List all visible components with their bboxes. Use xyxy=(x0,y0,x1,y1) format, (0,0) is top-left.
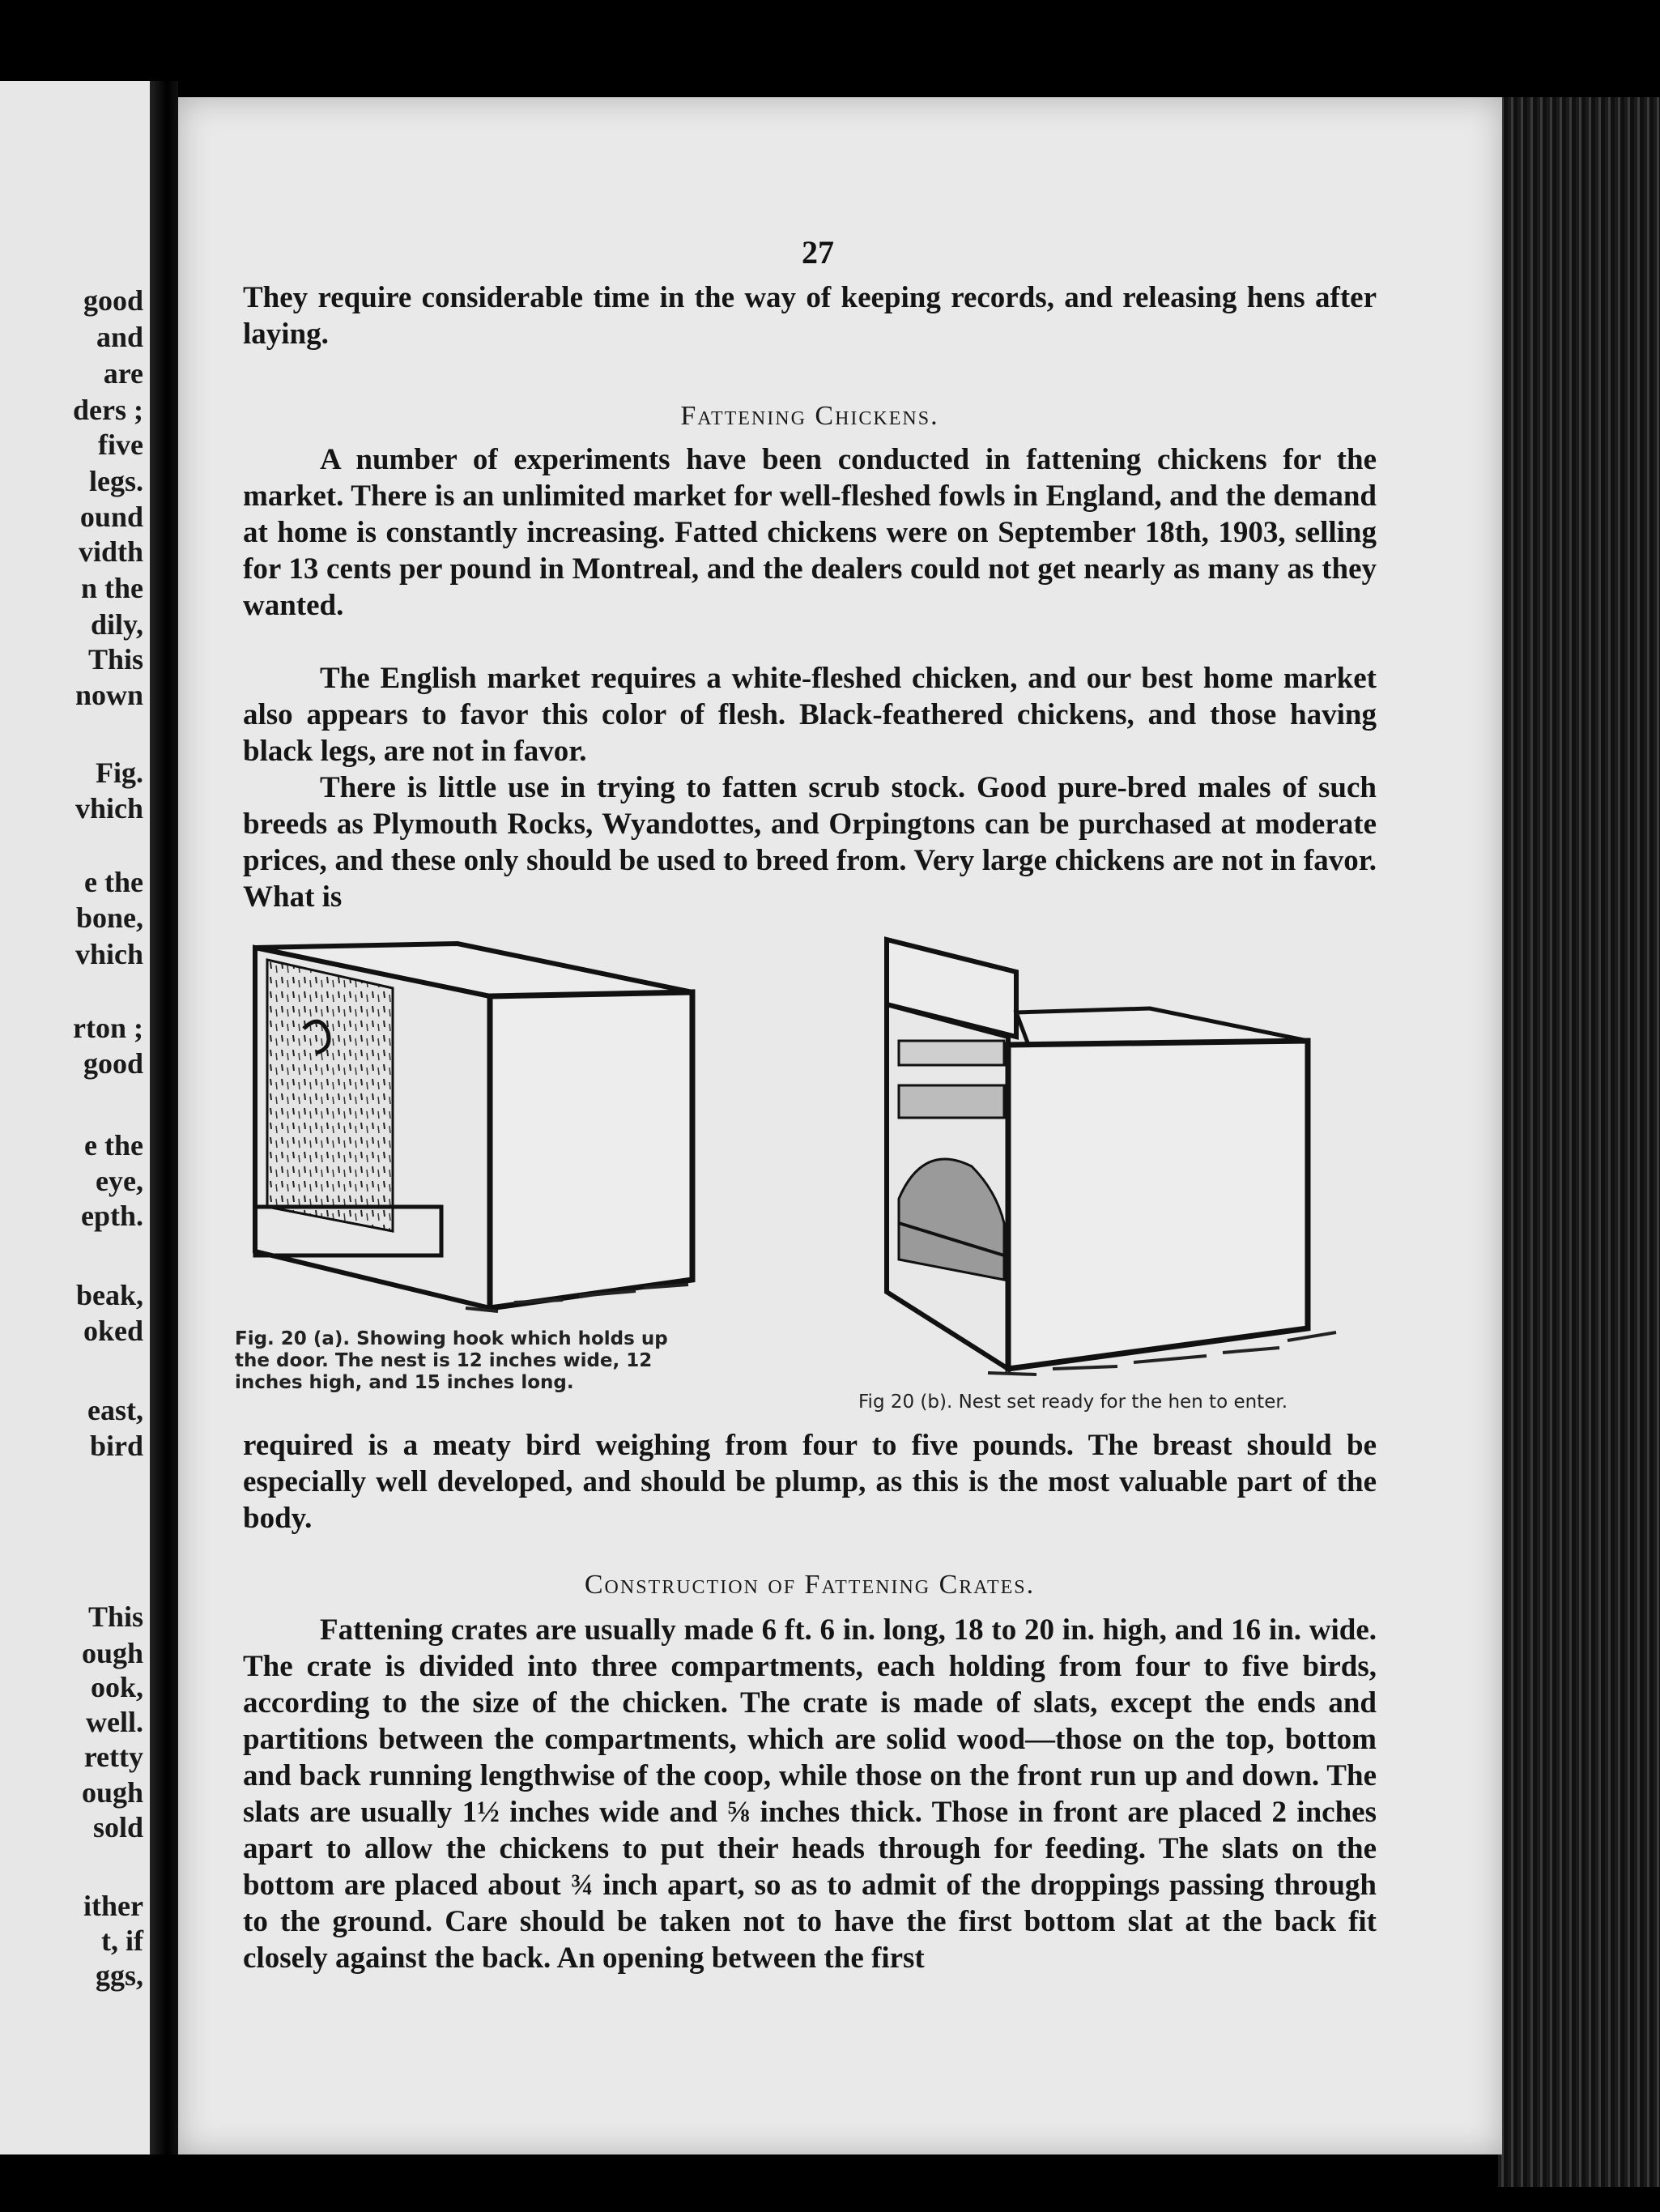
section-heading-construction-of-crates: Construction of Fattening Crates. xyxy=(584,1570,1036,1600)
left-page-text-fragment: ough xyxy=(81,1637,143,1669)
left-page-text-fragment: are xyxy=(103,357,143,390)
left-page-text-fragment: nown xyxy=(74,679,143,711)
left-page-text-fragment: ound xyxy=(79,501,143,533)
left-page-text-fragment: epth. xyxy=(80,1200,143,1232)
left-page-text-fragment: vhich xyxy=(74,792,143,825)
left-page-text-fragment: oked xyxy=(83,1315,143,1347)
section-heading-fattening-chickens: Fattening Chickens. xyxy=(680,401,939,431)
left-page-text-fragment: bird xyxy=(89,1430,143,1462)
page-edges xyxy=(1498,97,1660,2187)
left-page-text-fragment: bone, xyxy=(75,901,143,934)
left-page-text-fragment: five xyxy=(98,428,143,461)
left-page-text-fragment: e the xyxy=(84,1129,143,1161)
paragraph-english-market: The English market requires a white-fleshed chicken, and our best home market also appears to favor this color of flesh. Black-feathered chickens, and those having black legs, are not in favor. xyxy=(243,662,1377,768)
left-page-text-fragment: This xyxy=(87,643,143,676)
paragraph-experiments: A number of experiments have been conducted in fattening chickens for the market. There is an unlimited market for well-fleshed fowls in England, and the demand at home is constantly increasing. Fatted chickens were on September 18th, 1903, selling for 13 cents per pound in Montreal, and the dealers could not get nearly as many as they wanted. xyxy=(243,443,1377,622)
left-page-text-fragment: dily, xyxy=(90,608,143,641)
left-page-text-fragment: and xyxy=(96,321,143,353)
left-page-text-fragment: ggs, xyxy=(95,1959,143,1992)
left-page-text-fragment: t, if xyxy=(101,1924,143,1957)
left-page-text-fragment: n the xyxy=(80,572,143,604)
left-page-text-fragment: ook, xyxy=(90,1671,143,1703)
left-page-text-fragment: eye, xyxy=(96,1165,143,1197)
left-page-text-fragment: rton ; xyxy=(73,1012,143,1044)
left-page-text-fragment: retty xyxy=(83,1741,143,1773)
left-page-text-fragment: ough xyxy=(81,1776,143,1809)
paragraph-fattening-crates: Fattening crates are usually made 6 ft. 6 in. long, 18 to 20 in. high, and 16 in. wide. The crate is divided into three compartments, each holding from four to five birds, according to the size of the chicken. The crate is made of slats, except the ends and partitions between the compartments, which are solid wood—those on the top, bottom and back running lengthwise of the coop, while those on the front run up and down. The slats are usually 1½ inches wide and ⅝ inches thick. Those in front are placed 2 inches apart to allow the chickens to put their heads through for feeding. The slats on the bottom are placed about ¾ inch apart, so as to admit of the droppings passing through to the ground. Care should be taken not to have the first bottom slat at the back fit closely against the back. An opening between the first xyxy=(243,1613,1377,1975)
left-page-text-fragment: good xyxy=(83,284,143,317)
figure-20a-caption: Fig. 20 (a). Showing hook which holds up the door. The nest is 12 inches wide, 12 inches high, and 15 inches long. xyxy=(235,1328,668,1393)
left-page-text-fragment: This xyxy=(87,1600,143,1633)
left-page-text-fragment: vhich xyxy=(74,938,143,970)
intro-paragraph: They require considerable time in the way of keeping records, and releasing hens after laying. xyxy=(243,281,1377,351)
left-facing-page xyxy=(0,81,150,2154)
left-page-text-fragment: ders ; xyxy=(73,394,143,426)
left-page-text-fragment: e the xyxy=(84,866,143,898)
left-page-text-fragment: east, xyxy=(87,1394,143,1426)
paragraph-meaty-bird: required is a meaty bird weighing from four to five pounds. The breast should be especially well developed, and should be plump, as this is the most valuable part of the body. xyxy=(243,1429,1377,1535)
left-page-text-fragment: good xyxy=(83,1047,143,1080)
left-page-text-fragment: vidth xyxy=(78,535,143,568)
page-number: 27 xyxy=(802,234,834,271)
figure-20b-caption: Fig 20 (b). Nest set ready for the hen to enter. xyxy=(858,1392,1288,1413)
left-page-text-fragment: ither xyxy=(83,1890,143,1922)
figure-20a-nest-box-closed xyxy=(223,931,700,1320)
left-page-text-fragment: Fig. xyxy=(96,757,143,789)
left-page-text-fragment: beak, xyxy=(75,1279,143,1311)
paragraph-scrub-stock: There is little use in trying to fatten scrub stock. Good pure-bred males of such breeds as Plymouth Rocks, Wyandottes, and Orpingtons can be purchased at moderate prices, and these only should be used to breed from. Very large chickens are not in favor. What is xyxy=(243,771,1377,914)
left-page-text-fragment: well. xyxy=(86,1706,143,1738)
book-gutter xyxy=(150,81,178,2154)
left-page-text-fragment: sold xyxy=(92,1811,143,1843)
left-page-text-fragment: legs. xyxy=(89,465,143,497)
figure-20b-nest-box-open xyxy=(866,931,1368,1381)
